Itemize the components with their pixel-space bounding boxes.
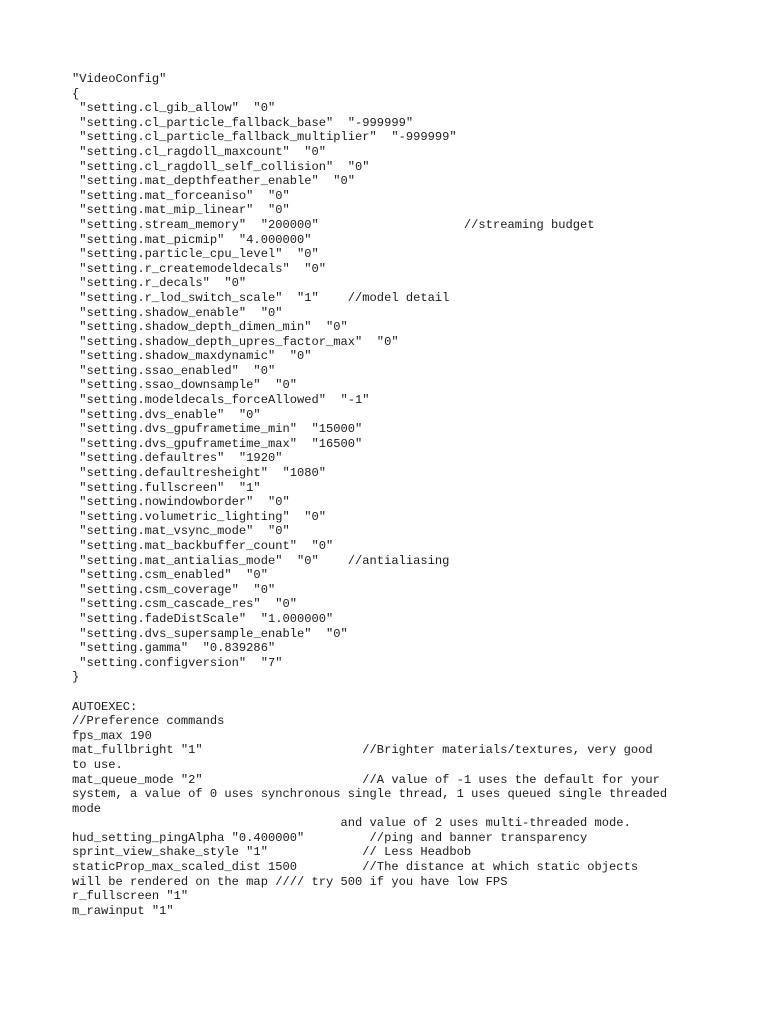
autoexec-line: fps_max 190 — [72, 728, 152, 743]
config-line: "setting.cl_gib_allow" "0" — [72, 101, 276, 116]
config-line: "setting.fullscreen" "1" — [72, 480, 261, 495]
config-line: "setting.dvs_supersample_enable" "0" — [72, 626, 348, 641]
autoexec-line: to use. — [72, 757, 123, 772]
config-line: "setting.mat_backbuffer_count" "0" — [72, 539, 334, 553]
config-line: "setting.r_createmodeldecals" "0" — [72, 261, 327, 276]
config-line: "setting.dvs_gpuframetime_max" "16500" — [72, 436, 363, 451]
section-gap — [72, 685, 702, 700]
config-line: "setting.csm_coverage" "0" — [72, 582, 276, 597]
autoexec-block — [72, 700, 702, 919]
autoexec-line: mat_queue_mode "2" //A value of -1 uses the default for your — [72, 772, 660, 787]
config-line: "setting.r_lod_switch_scale" "1" //model detail — [72, 290, 450, 305]
config-line: "setting.configversion" "7" — [72, 655, 283, 670]
config-line: "setting.stream_memory" "200000" //streaming budget — [72, 217, 595, 232]
config-line: "VideoConfig" — [72, 72, 167, 86]
config-line: "setting.cl_ragdoll_maxcount" "0" — [72, 144, 327, 159]
config-line: "setting.shadow_depth_dimen_min" "0" — [72, 320, 348, 335]
config-line: "setting.defaultres" "1920" — [72, 451, 283, 466]
config-line: } — [72, 670, 80, 685]
config-line: "setting.defaultresheight" "1080" — [72, 466, 327, 481]
config-line: "setting.nowindowborder" "0" — [72, 495, 290, 510]
autoexec-line: system, a value of 0 uses synchronous single thread, 1 uses queued single threaded — [72, 787, 668, 802]
config-line: "setting.mat_antialias_mode" "0" //antialiasing — [72, 553, 450, 568]
config-line: "setting.r_decals" "0" — [72, 276, 247, 291]
config-line: "setting.cl_particle_fallback_base" "-999999" — [72, 115, 414, 130]
autoexec-line: hud_setting_pingAlpha "0.400000" //ping and banner transparency — [72, 830, 588, 845]
config-line: "setting.shadow_depth_upres_factor_max" "0" — [72, 334, 399, 349]
autoexec-line: staticProp_max_scaled_dist 1500 //The distance at which static objects — [72, 860, 639, 875]
autoexec-line: m_rawinput "1" — [72, 903, 174, 918]
video-config-block — [72, 72, 702, 685]
config-line: "setting.ssao_enabled" "0" — [72, 363, 276, 378]
config-line: "setting.modeldecals_forceAllowed" "-1" — [72, 393, 370, 408]
autoexec-line: will be rendered on the map //// try 500 if you have low FPS — [72, 874, 508, 889]
config-line: "setting.shadow_maxdynamic" "0" — [72, 349, 312, 364]
config-line: "setting.ssao_downsample" "0" — [72, 378, 297, 393]
autoexec-line: mat_fullbright "1" //Brighter materials/textures, very good — [72, 743, 653, 758]
autoexec-line: and value of 2 uses multi-threaded mode. — [72, 816, 631, 831]
config-line: "setting.volumetric_lighting" "0" — [72, 509, 327, 524]
config-line: "setting.mat_picmip" "4.000000" — [72, 232, 312, 247]
config-line: "setting.gamma" "0.839286" — [72, 641, 276, 656]
config-line: "setting.mat_mip_linear" "0" — [72, 203, 290, 218]
autoexec-line: //Preference commands — [72, 714, 225, 729]
config-line: "setting.cl_particle_fallback_multiplier" "-999999" — [72, 130, 457, 145]
config-line: "setting.shadow_enable" "0" — [72, 305, 283, 320]
autoexec-line: AUTOEXEC: — [72, 699, 138, 714]
config-line: { — [72, 86, 80, 101]
autoexec-line: r_fullscreen "1" — [72, 889, 189, 904]
autoexec-line: sprint_view_shake_style "1" // Less Headbob — [72, 845, 472, 860]
config-line: "setting.particle_cpu_level" "0" — [72, 247, 319, 262]
config-line: "setting.fadeDistScale" "1.000000" — [72, 611, 334, 626]
config-line: "setting.cl_ragdoll_self_collision" "0" — [72, 159, 370, 174]
document-page — [72, 72, 702, 918]
config-line: "setting.dvs_enable" "0" — [72, 407, 261, 422]
autoexec-line: mode — [72, 801, 102, 816]
config-line: "setting.dvs_gpuframetime_min" "15000" — [72, 422, 363, 437]
config-line: "setting.mat_forceaniso" "0" — [72, 188, 290, 203]
config-line: "setting.csm_enabled" "0" — [72, 568, 268, 583]
config-line: "setting.csm_cascade_res" "0" — [72, 597, 297, 612]
config-line: "setting.mat_depthfeather_enable" "0" — [72, 174, 356, 189]
config-line: "setting.mat_vsync_mode" "0" — [72, 524, 290, 539]
